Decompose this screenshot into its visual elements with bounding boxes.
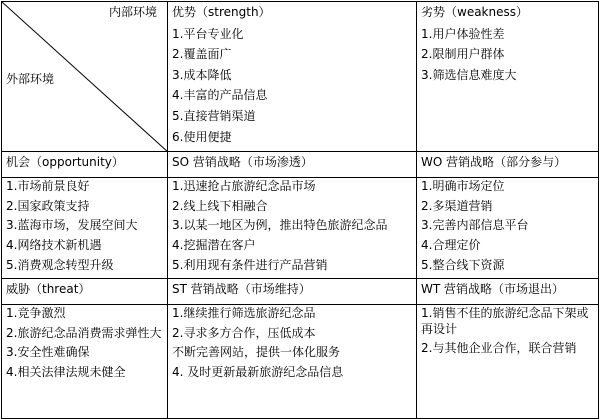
list-item: 3.筛选信息难度大 — [421, 67, 517, 82]
list-item: 1.竞争激烈 — [6, 306, 66, 321]
wt-header-cell — [417, 279, 599, 305]
list-item: 2.与其他企业合作，联合营销 — [421, 341, 577, 356]
wo-header-cell — [417, 152, 599, 178]
list-item: 4.相关法律法规未健全 — [6, 364, 126, 379]
swot-table — [1, 1, 599, 419]
list-item: 4.挖掘潜在客户 — [172, 237, 256, 252]
list-item: 2.国家政策支持 — [6, 198, 90, 213]
list-item: 5.直接营销渠道 — [172, 108, 256, 123]
list-item: 5.消费观念转型升级 — [6, 257, 114, 272]
list-item: 4.合理定价 — [421, 237, 481, 252]
so-title: SO 营销战略（市场渗透） — [172, 155, 313, 170]
strengths-cell — [168, 2, 417, 152]
list-item: 不断完善网站，提供一体化服务 — [172, 345, 341, 360]
corner-header-cell — [2, 2, 168, 152]
table-row — [2, 178, 599, 279]
wt-cell — [417, 305, 599, 419]
weaknesses-title: 劣势（weakness） — [421, 5, 528, 19]
opportunities-list — [6, 179, 163, 273]
table-row — [2, 305, 599, 419]
list-item: 3.以某一地区为例，推出特色旅游纪念品 — [172, 218, 388, 233]
st-title: ST 营销战略（市场维持） — [172, 282, 311, 297]
so-cell — [168, 178, 417, 279]
list-item: 1.迅速抢占旅游纪念品市场 — [172, 179, 316, 194]
wo-list — [421, 179, 594, 273]
list-item: 2.覆盖面广 — [172, 47, 232, 62]
list-item: 3.蓝海市场，发展空间大 — [6, 218, 138, 233]
wo-cell — [417, 178, 599, 279]
so-list — [172, 179, 412, 273]
list-item: 1.平台专业化 — [172, 26, 244, 41]
list-item: 2.多渠道营销 — [421, 198, 493, 213]
list-item: 5.利用现有条件进行产品营销 — [172, 257, 328, 272]
opportunities-title: 机会（opportunity） — [6, 155, 124, 170]
list-item: 1.销售不佳的旅游纪念品下架或再设计 — [421, 306, 589, 336]
st-cell — [168, 305, 417, 419]
opportunities-cell — [2, 178, 168, 279]
list-item: 1.明确市场定位 — [421, 179, 505, 194]
st-header-cell — [168, 279, 417, 305]
list-item: 3.安全性难确保 — [6, 345, 90, 360]
list-item: 2.寻求多方合作，压低成本 — [172, 325, 316, 340]
list-item: 3.成本降低 — [172, 67, 232, 82]
list-item: 6.使用便捷 — [172, 129, 232, 144]
list-item: 1.继续推行筛选旅游纪念品 — [172, 306, 316, 321]
list-item: 4.网络技术新机遇 — [6, 237, 102, 252]
threats-list — [6, 306, 163, 380]
strengths-title: 优势（strength） — [172, 5, 271, 19]
list-item: 4. 及时更新最新旅游纪念品信息 — [172, 364, 344, 379]
list-item: 2.旅游纪念品消费需求弹性大 — [6, 325, 162, 340]
list-item: 3.完善内部信息平台 — [421, 218, 529, 233]
so-header-cell — [168, 152, 417, 178]
table-row — [2, 152, 599, 178]
list-item: 4.丰富的产品信息 — [172, 88, 268, 103]
list-item: 5.整合线下资源 — [421, 257, 505, 272]
strengths-list — [172, 27, 412, 146]
list-item: 1.市场前景良好 — [6, 179, 90, 194]
wt-list — [421, 306, 594, 357]
opportunities-header-cell — [2, 152, 168, 178]
st-list — [172, 306, 412, 380]
wo-title: WO 营销战略（部分参与） — [421, 155, 567, 170]
threats-title: 威胁（threat） — [6, 282, 91, 297]
list-item: 2.线上线下相融合 — [172, 198, 268, 213]
external-environment-label: 外部环境 — [6, 72, 55, 86]
list-item: 2.限制用户群体 — [421, 47, 505, 62]
threats-header-cell — [2, 279, 168, 305]
weaknesses-list — [421, 27, 594, 84]
list-item: 1.用户体验性差 — [421, 26, 505, 41]
internal-environment-label: 内部环境 — [108, 5, 157, 19]
table-row — [2, 2, 599, 152]
weaknesses-cell — [417, 2, 599, 152]
threats-cell — [2, 305, 168, 419]
table-row — [2, 279, 599, 305]
wt-title: WT 营销战略（市场退出） — [421, 282, 565, 297]
